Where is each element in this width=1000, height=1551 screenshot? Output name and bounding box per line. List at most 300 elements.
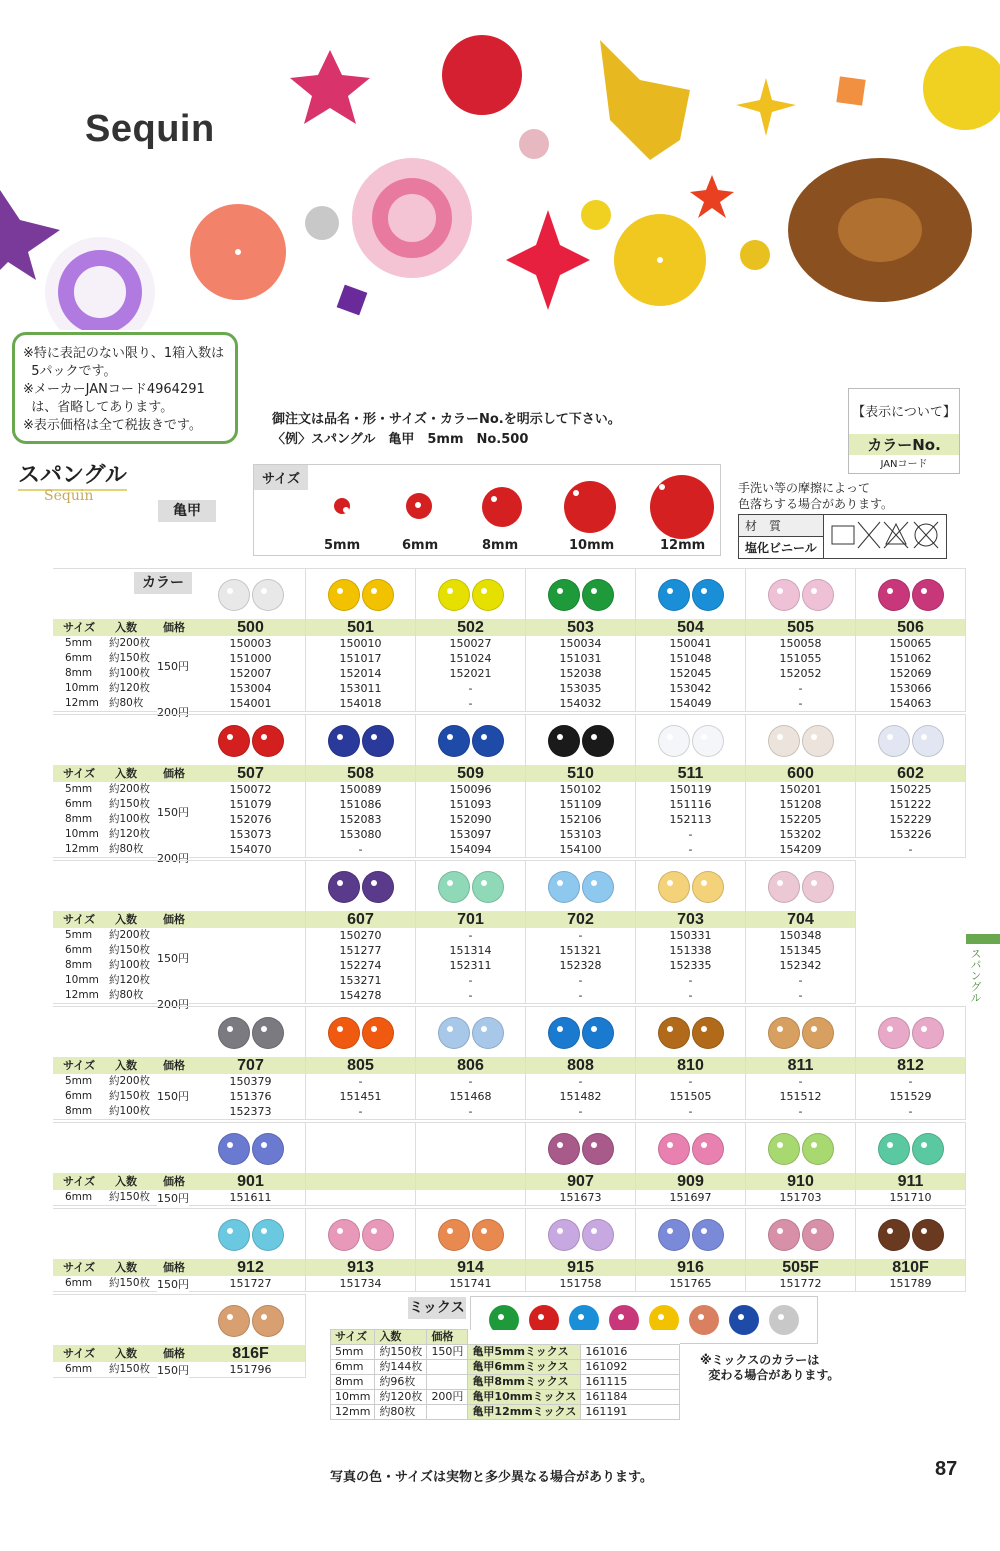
jan-code: - [908,1105,913,1118]
mix-name: 亀甲12mmミックス [468,1405,581,1420]
jan-code: 151222 [889,798,932,811]
jan-code: 151703 [779,1191,822,1204]
size-12mm-icon [650,475,714,539]
sequin-disc-icon [472,1219,504,1251]
color-number: 703 [636,911,745,928]
qty-cell: 約150枚 [109,944,151,956]
color-number: 810 [636,1057,745,1074]
sequin-disc-icon [802,579,834,611]
price-cell: 150円 [157,952,189,965]
spec-table [53,1345,196,1377]
sequin-swatch [196,1007,305,1057]
size-cell: 5mm [331,1345,375,1360]
qty-cell: 約120枚 [375,1390,427,1405]
sequin-disc-icon [802,1133,834,1165]
jan-code: - [688,843,693,856]
sequin-disc-icon [252,725,284,757]
sequin-swatch [746,715,855,765]
mix-note [700,1353,839,1383]
sequin-swatch [416,715,525,765]
qty-cell: 約150枚 [109,798,151,810]
size-cell: 8mm [65,813,93,825]
color-item [526,1209,636,1291]
jan-code: 151710 [889,1191,932,1204]
care-note-line: 色落ちする場合があります。 [738,497,894,511]
jan-code: 154209 [779,843,822,856]
sequin-swatch [196,861,305,911]
sequin-swatch [196,1295,305,1345]
jan-code: - [468,697,473,710]
price-cell [427,1360,468,1375]
jan-code: 153080 [339,828,382,841]
mix-sequin-icon [769,1305,799,1335]
jan-code: 150119 [669,783,712,796]
sequin-swatch [306,569,415,619]
sequin-disc-icon [802,1017,834,1049]
note-line: ※メーカーJANコード4964291 [23,382,205,397]
jan-code: 154094 [449,843,492,856]
jan-code: - [578,929,583,942]
jan-code: 151529 [889,1090,932,1103]
color-item [746,1209,856,1291]
qty-cell: 約200枚 [109,929,151,941]
spec-header-cell: 入数 [115,767,137,780]
jan-code: - [468,682,473,695]
size-cell: 6mm [331,1360,375,1375]
size-cell: 6mm [65,1090,93,1102]
sequin-disc-icon [912,725,944,757]
color-number: 500 [196,619,305,636]
size-6mm-icon [406,493,432,519]
sequin-swatch [636,569,745,619]
sequin-disc-icon [582,1133,614,1165]
notes-box [12,332,238,444]
color-item [636,1007,746,1119]
sequin-disc-icon [328,871,360,903]
sequin-swatch [416,1007,525,1057]
color-number: 901 [196,1173,305,1190]
sequin-disc-icon [692,1133,724,1165]
jan-code: 151741 [449,1277,492,1290]
jan-code: 151208 [779,798,822,811]
jan-code: - [798,989,803,1002]
sequin-disc-icon [692,1017,724,1049]
color-item [416,569,526,711]
sequin-disc-icon [548,1017,580,1049]
jan-code: 150331 [669,929,712,942]
sequin-disc-icon [472,1017,504,1049]
jan-code: 151055 [779,652,822,665]
color-number: 916 [636,1259,745,1276]
sequin-swatch [746,569,855,619]
sequin-disc-icon [548,579,580,611]
color-number: 607 [306,911,415,928]
color-item [306,1209,416,1291]
sequin-disc-icon [582,579,614,611]
jan-code: 151512 [779,1090,822,1103]
spec-header [53,619,196,636]
jan-code: - [468,1105,473,1118]
spec-header [53,1345,196,1362]
color-number: 806 [416,1057,525,1074]
sequin-disc-icon [362,579,394,611]
size-cell: 6mm [65,798,93,810]
size-cell: 10mm [65,974,99,986]
jan-code: 153097 [449,828,492,841]
sequin-disc-icon [878,1219,910,1251]
note-line: ※表示価格は全て税抜きです。 [23,418,202,433]
jan-code: 151451 [339,1090,382,1103]
qty-cell: 約120枚 [109,974,151,986]
jan-code: 154018 [339,697,382,710]
jan-code: 161191 [581,1405,680,1420]
sequin-swatch [416,1123,525,1173]
jan-code: 150041 [669,637,712,650]
sequin-disc-icon [878,1017,910,1049]
jan-code: 151048 [669,652,712,665]
jan-code: - [908,843,913,856]
mix-sequin-icon [689,1305,719,1335]
sequin-swatch [526,1209,635,1259]
jan-code: 152083 [339,813,382,826]
sequin-disc-icon [692,871,724,903]
sequin-disc-icon [768,1017,800,1049]
color-number [306,1173,415,1190]
sequin-disc-icon [218,1133,250,1165]
qty-cell: 約150枚 [109,1090,151,1102]
sequin-swatch [416,1209,525,1259]
jan-code: 154032 [559,697,602,710]
qty-cell: 約200枚 [109,1075,151,1087]
color-item [526,569,636,711]
spec-header [53,1173,196,1190]
side-tab-label: スパングル [969,948,982,1003]
color-number: 602 [856,765,965,782]
sequin-swatch [306,715,415,765]
sequin-swatch [856,1123,965,1173]
sequin-swatch [306,861,415,911]
sequin-disc-icon [218,1017,250,1049]
product-group [53,860,856,1011]
jan-code: - [798,974,803,987]
color-item [306,861,416,1003]
shape-label: 亀甲 [158,500,216,522]
mix-name: 亀甲10mmミックス [468,1390,581,1405]
spec-header-cell: 価格 [163,621,185,634]
spec-header-cell: 価格 [163,1261,185,1274]
size-cell: 8mm [65,959,93,971]
jan-code: - [798,1105,803,1118]
jan-code: - [578,989,583,1002]
jan-code: 152342 [779,959,822,972]
jan-code: 152106 [559,813,602,826]
qty-cell: 約120枚 [109,828,151,840]
jan-code: 153202 [779,828,822,841]
jan-code: 152229 [889,813,932,826]
size-cell: 6mm [65,1363,93,1375]
sequin-disc-icon [548,871,580,903]
sequin-swatch [746,1007,855,1057]
jan-code: - [688,989,693,1002]
color-number: 910 [746,1173,855,1190]
jan-code: 151505 [669,1090,712,1103]
color-item [196,1123,306,1205]
jan-code: 152090 [449,813,492,826]
sequin-swatch [856,1209,965,1259]
color-item [636,1123,746,1205]
size-cell: 5mm [65,783,93,795]
size-cell: 6mm [65,1277,93,1289]
sequin-disc-icon [362,1017,394,1049]
jan-code: 153271 [339,974,382,987]
qty-cell: 約120枚 [109,682,151,694]
color-item [636,1209,746,1291]
sequin-disc-icon [582,1219,614,1251]
qty-cell: 約200枚 [109,783,151,795]
page-number: 87 [935,1458,958,1480]
jan-code: 153011 [339,682,382,695]
sequin-swatch [746,1123,855,1173]
jan-code: 153103 [559,828,602,841]
spec-row [53,782,196,797]
color-item [416,861,526,1003]
sequin-disc-icon [912,1017,944,1049]
jan-code: 151017 [339,652,382,665]
sequin-disc-icon [802,725,834,757]
sequin-disc-icon [218,725,250,757]
qty-cell: 約96枚 [375,1375,427,1390]
color-number: 914 [416,1259,525,1276]
mix-label: ミックス [408,1297,466,1319]
jan-code: 150270 [339,929,382,942]
sequin-disc-icon [218,1219,250,1251]
spec-header-cell: 価格 [163,767,185,780]
care-table [738,514,947,559]
spec-row [53,928,196,943]
price-cell [427,1405,468,1420]
jan-code: 151109 [559,798,602,811]
sequin-disc-icon [252,1219,284,1251]
jan-code: - [908,1075,913,1088]
jan-code: 151321 [559,944,602,957]
color-number: 810F [856,1259,965,1276]
spec-header-cell: 価格 [163,913,185,926]
color-item [856,1209,966,1291]
jan-code: 151789 [889,1277,932,1290]
sequin-disc-icon [658,1017,690,1049]
sequin-swatch [856,1007,965,1057]
qty-cell: 約100枚 [109,1105,151,1117]
sequin-disc-icon [252,579,284,611]
price-cell: 150円 [157,806,189,819]
sequin-swatch [196,1209,305,1259]
size-text: 10mm [569,538,615,553]
jan-code: 152311 [449,959,492,972]
color-item [526,861,636,1003]
jan-code: 151277 [339,944,382,957]
sequin-swatch [526,1123,635,1173]
spec-row [53,973,196,988]
jan-code [416,1190,525,1205]
jan-code: 153073 [229,828,272,841]
color-item [416,1209,526,1291]
jan-code: 151024 [449,652,492,665]
size-8mm-icon [482,487,522,527]
color-number: 506 [856,619,965,636]
jan-code: 152038 [559,667,602,680]
sequin-swatch [306,1209,415,1259]
mix-row [331,1345,680,1360]
jan-code: 152007 [229,667,272,680]
sequin-disc-icon [438,579,470,611]
price-cell: 200円 [157,852,189,865]
size-chart [253,464,721,556]
jan-code [196,943,305,958]
spec-row [53,681,196,696]
sequin-disc-icon [658,871,690,903]
color-label: カラー [134,572,192,594]
color-number: 501 [306,619,415,636]
jan-code: 152076 [229,813,272,826]
sequin-swatch [526,715,635,765]
sequin-disc-icon [472,579,504,611]
spec-header-cell: 入数 [115,1175,137,1188]
color-item [856,1007,966,1119]
size-cell: 10mm [65,682,99,694]
jan-code: 152113 [669,813,712,826]
qty-cell: 約80枚 [109,843,144,855]
sequin-swatch [636,861,745,911]
spec-header [53,1259,196,1276]
sequin-disc-icon [912,1219,944,1251]
footer-note: 写真の色・サイズは実物と多少異なる場合があります。 [330,1470,653,1485]
size-label: サイズ [254,465,308,490]
size-cell: 8mm [331,1375,375,1390]
jan-code: - [578,1105,583,1118]
mix-header-qty: 入数 [375,1330,427,1345]
sequin-swatch [636,1123,745,1173]
spec-header-cell: サイズ [63,913,96,926]
sequin-disc-icon [218,579,250,611]
care-note [738,480,893,512]
jan-code: 152335 [669,959,712,972]
color-item [856,569,966,711]
sequin-disc-icon [912,579,944,611]
spec-row [53,636,196,651]
price-cell [427,1375,468,1390]
color-item [636,569,746,711]
qty-cell: 約150枚 [109,1363,151,1375]
jan-code: - [798,697,803,710]
spec-table [53,911,196,1011]
jan-code: 150072 [229,783,272,796]
sequin-disc-icon [692,1219,724,1251]
jan-code: 154063 [889,697,932,710]
jan-code: 151079 [229,798,272,811]
spec-header-cell: 入数 [115,913,137,926]
mix-row [331,1405,680,1420]
jan-code: 153226 [889,828,932,841]
size-cell: 6mm [65,944,93,956]
order-note-line: 御注文は品名・形・サイズ・カラーNo.を明示して下さい。 [272,412,621,427]
qty-cell: 約150枚 [109,1191,151,1203]
product-group [53,1006,966,1120]
sequin-disc-icon [658,725,690,757]
sequin-disc-icon [692,579,724,611]
color-item [196,715,306,857]
color-number: 505 [746,619,855,636]
spec-header-cell: サイズ [63,1175,96,1188]
care-symbols-icon [823,515,946,559]
color-item [196,1007,306,1119]
sequin-disc-icon [548,1219,580,1251]
jan-code: 152052 [779,667,822,680]
spec-header-cell: サイズ [63,1059,96,1072]
spec-header-cell: 入数 [115,1059,137,1072]
color-number: 812 [856,1057,965,1074]
jan-code: 150058 [779,637,822,650]
jan-code: - [358,1075,363,1088]
color-number: 507 [196,765,305,782]
color-number: 913 [306,1259,415,1276]
jan-code: - [688,828,693,841]
color-item [746,861,856,1003]
size-cell: 12mm [65,843,99,855]
jan-code: 153004 [229,682,272,695]
sequin-disc-icon [582,871,614,903]
sequin-swatch [416,569,525,619]
jan-code: 151772 [779,1277,822,1290]
jan-code [196,928,305,943]
jan-code: 150096 [449,783,492,796]
jan-code: - [578,974,583,987]
spec-table [53,1057,196,1119]
jan-code: 150034 [559,637,602,650]
sequin-disc-icon [328,725,360,757]
jan-code: 152274 [339,959,382,972]
color-item [306,715,416,857]
jan-code: 150089 [339,783,382,796]
color-item [416,1123,526,1205]
sequin-disc-icon [912,1133,944,1165]
price-cell: 150円 [157,1278,189,1291]
sequin-disc-icon [328,579,360,611]
jan-code: - [688,974,693,987]
color-item [306,1123,416,1205]
sequin-disc-icon [768,1219,800,1251]
sequin-disc-icon [362,871,394,903]
mix-row [331,1360,680,1375]
price-cell: 200円 [157,706,189,719]
sequin-disc-icon [472,725,504,757]
qty-cell: 約80枚 [375,1405,427,1420]
product-group [53,1122,966,1206]
size-cell: 12mm [65,989,99,1001]
color-number: 508 [306,765,415,782]
spec-row [53,1074,196,1089]
spec-header-cell: 入数 [115,1261,137,1274]
note-line: 5パックです。 [23,364,117,379]
jan-code: 151376 [229,1090,272,1103]
color-number: 511 [636,765,745,782]
spec-row [53,827,196,842]
sequin-swatch [746,1209,855,1259]
jan-code: 161115 [581,1375,680,1390]
jan-code: 151697 [669,1191,712,1204]
spec-header-cell: 入数 [115,621,137,634]
size-text: 12mm [660,538,706,553]
sequin-disc-icon [768,725,800,757]
